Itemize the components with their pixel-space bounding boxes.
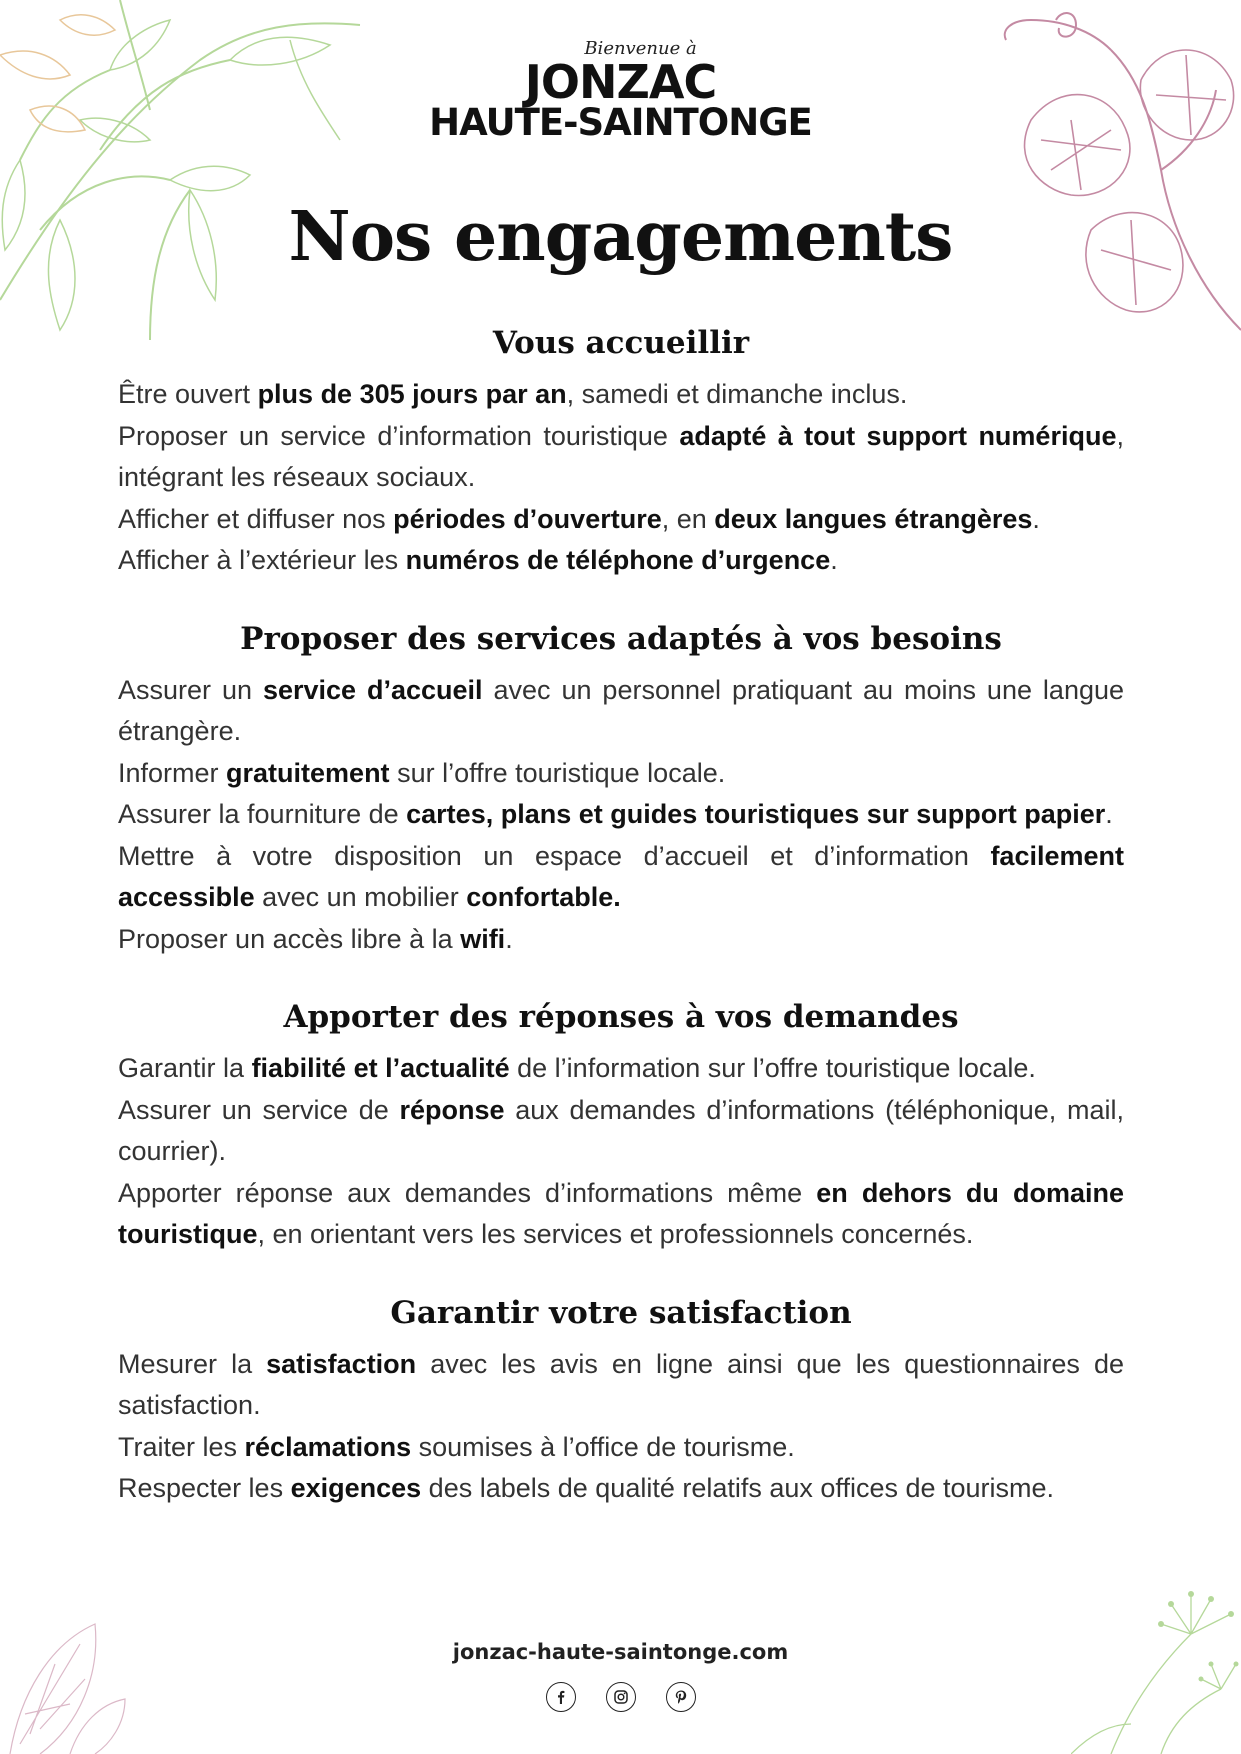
body-text: Garantir la <box>118 1053 252 1083</box>
logo-jonzac: JONZAC <box>524 55 717 109</box>
body-text: Être ouvert <box>118 379 258 409</box>
emphasis-text: satisfaction <box>266 1348 417 1379</box>
body-text: avec les avis en ligne ainsi que les questionnaires de satisfaction. <box>118 1348 1124 1420</box>
emphasis-text: exigences <box>290 1473 422 1503</box>
emphasis-text: plus de 305 jours par an <box>257 379 567 409</box>
commitment-item <box>118 794 1124 836</box>
commitment-item <box>118 919 1124 961</box>
body-text: , en <box>661 503 715 534</box>
page-title: Nos engagements <box>288 197 953 277</box>
body-text: Assurer la fourniture de <box>118 799 407 829</box>
section <box>118 996 1124 1256</box>
body-text: sur l’offre touristique locale. <box>389 757 726 788</box>
body-text: avec un mobilier <box>254 882 467 912</box>
body-text: Apporter réponse aux demandes d’informations même <box>118 1177 817 1208</box>
body-text: , samedi et dimanche inclus. <box>566 379 908 409</box>
section-heading: Apporter des réponses à vos demandes <box>283 999 959 1035</box>
emphasis-text: numéros de téléphone d’urgence <box>405 545 831 575</box>
facebook-icon[interactable] <box>546 1682 576 1712</box>
body-text: Proposer un accès libre à la <box>118 923 461 954</box>
body-text: Mesurer la <box>118 1348 267 1379</box>
commitment-item <box>118 1090 1124 1173</box>
commitment-item <box>118 499 1124 541</box>
body-text: , intégrant les réseaux sociaux. <box>118 420 1124 492</box>
body-text: , en orientant vers les services et professionnels concernés. <box>257 1219 974 1249</box>
body-text: Proposer un service d’information touristique <box>118 420 680 451</box>
emphasis-text: périodes d’ouverture <box>393 503 662 534</box>
commitment-item <box>118 1427 1124 1469</box>
body-text: soumises à l’office de tourisme. <box>411 1431 795 1462</box>
body-text: . <box>830 545 838 575</box>
body-text: . <box>1032 503 1040 534</box>
section-heading: Garantir votre satisfaction <box>390 1294 852 1331</box>
body-text: Respecter les <box>118 1473 291 1503</box>
emphasis-text: réponse <box>399 1094 505 1125</box>
body-text: Assurer un service de <box>118 1094 400 1125</box>
commitment-item <box>118 1048 1124 1090</box>
social-links <box>0 1682 1241 1712</box>
emphasis-text: confortable. <box>466 882 621 912</box>
emphasis-text: deux langues étrangères <box>714 503 1033 534</box>
body-text: de l’information sur l’offre touristique locale. <box>509 1053 1036 1083</box>
emphasis-text: gratuitement <box>226 757 390 788</box>
commitment-item <box>118 670 1124 753</box>
website-url[interactable]: jonzac-haute-saintonge.com <box>452 1640 789 1664</box>
pinterest-icon[interactable] <box>666 1682 696 1712</box>
body-text: . <box>1105 799 1113 829</box>
emphasis-text: facilement accessible <box>118 840 1124 912</box>
body-text: Assurer un <box>118 674 263 705</box>
body-text: Traiter les <box>118 1431 245 1462</box>
emphasis-text: adapté à tout support numérique <box>679 420 1117 451</box>
commitment-item <box>118 416 1124 499</box>
body-text: Informer <box>118 757 227 788</box>
emphasis-text: wifi <box>460 923 506 954</box>
commitment-item <box>118 1344 1124 1427</box>
section <box>118 1292 1124 1510</box>
logo-tagline: Bienvenue à <box>584 38 697 59</box>
body-text: Afficher à l’extérieur les <box>118 545 406 575</box>
instagram-icon[interactable] <box>606 1682 636 1712</box>
body-text: avec un personnel pratiquant au moins une langue étrangère. <box>118 674 1125 746</box>
commitment-item <box>118 1468 1124 1510</box>
logo-haute-saintonge: HAUTE-SAINTONGE <box>429 101 812 144</box>
footer <box>0 1638 1241 1712</box>
body-text: Afficher et diffuser nos <box>118 503 394 534</box>
commitment-item <box>118 540 1124 582</box>
body-text: Mettre à votre disposition un espace d’accueil et d’information <box>118 840 991 871</box>
body-text: aux demandes d’informations (téléphonique, mail, courrier). <box>118 1094 1124 1166</box>
commitment-item <box>118 753 1124 795</box>
emphasis-text: en dehors du domaine touristique <box>118 1177 1124 1249</box>
commitment-item <box>118 1173 1124 1256</box>
section-heading: Proposer des services adaptés à vos besoins <box>240 620 1002 657</box>
section-heading: Vous accueillir <box>492 325 750 361</box>
emphasis-text: cartes, plans et guides touristiques sur support papier <box>406 799 1106 829</box>
emphasis-text: fiabilité et l’actualité <box>251 1053 510 1083</box>
emphasis-text: service d’accueil <box>262 674 483 705</box>
commitment-item <box>118 374 1124 416</box>
section <box>118 322 1124 582</box>
body-text: . <box>505 923 513 954</box>
commitments-content <box>118 322 1124 1546</box>
section <box>118 618 1124 961</box>
logo <box>0 38 1241 142</box>
emphasis-text: réclamations <box>244 1431 412 1462</box>
commitment-item <box>118 836 1124 919</box>
body-text: des labels de qualité relatifs aux offices de tourisme. <box>421 1473 1055 1503</box>
